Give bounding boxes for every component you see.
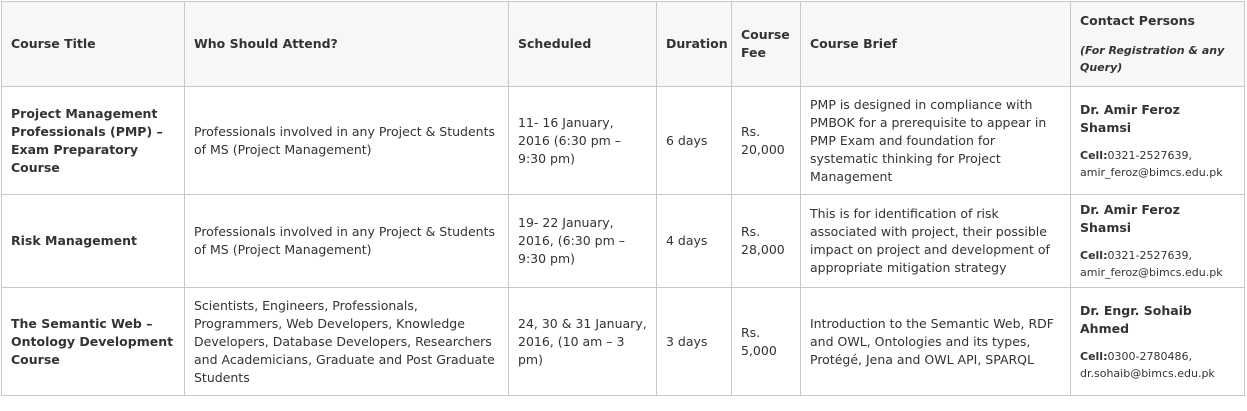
contact-email[interactable]: dr.sohaib@bimcs.edu.pk [1080, 366, 1215, 380]
header-who-should-attend: Who Should Attend? [185, 2, 509, 87]
contact-cell-line [1080, 147, 1235, 164]
contact-name: Dr. Engr. Sohaib Ahmed [1080, 302, 1192, 336]
contact-email[interactable]: amir_feroz@bimcs.edu.pk [1080, 266, 1223, 279]
table-row [2, 288, 1245, 396]
course-title-cell: Project Management Professionals (PMP) – Exam Preparatory Course [2, 87, 185, 195]
contact-cell [1071, 195, 1245, 288]
cell-label: Cell: [1080, 249, 1108, 262]
header-scheduled: Scheduled [509, 2, 657, 87]
courses-table [1, 1, 1245, 396]
brief-cell: This is for identification of risk associated with project, their possible impact on project and development of appropriate mitigation strategy [801, 195, 1071, 288]
header-contact-persons [1071, 2, 1245, 87]
header-duration: Duration [657, 2, 732, 87]
cell-number: 0321-2527639, [1107, 148, 1192, 162]
header-row [2, 2, 1245, 87]
table-row [2, 87, 1245, 195]
cell-label: Cell: [1080, 148, 1108, 162]
audience-cell: Professionals involved in any Project & Students of MS (Project Management) [185, 195, 509, 288]
contact-email[interactable]: amir_feroz@bimcs.edu.pk [1080, 165, 1223, 179]
cell-label: Cell: [1080, 349, 1108, 363]
table-row [2, 195, 1245, 288]
contact-cell-line [1080, 247, 1235, 264]
course-title-cell: Risk Management [2, 195, 185, 288]
contact-persons-title: Contact Persons [1080, 13, 1195, 28]
contact-cell [1071, 288, 1245, 396]
contact-cell-line [1080, 348, 1235, 365]
header-course-brief: Course Brief [801, 2, 1071, 87]
audience-cell: Scientists, Engineers, Professionals, Programmers, Web Developers, Knowledge Developers, Database Developers, Researchers and Academicians, Graduate and Post Graduate Students [185, 288, 509, 396]
duration-cell: 6 days [657, 87, 732, 195]
table-header [2, 2, 1245, 87]
header-course-title: Course Title [2, 2, 185, 87]
contact-cell [1071, 87, 1245, 195]
contact-persons-note: (For Registration & any Query) [1080, 44, 1225, 74]
contact-name: Dr. Amir Feroz Shamsi [1080, 202, 1180, 235]
scheduled-cell: 11- 16 January, 2016 (6:30 pm – 9:30 pm) [509, 87, 657, 195]
contact-name: Dr. Amir Feroz Shamsi [1080, 101, 1180, 135]
course-title-cell: The Semantic Web – Ontology Development Course [2, 288, 185, 396]
table-body [2, 87, 1245, 396]
header-course-fee: Course Fee [732, 2, 801, 87]
fee-cell: Rs. 5,000 [732, 288, 801, 396]
cell-number: 0321-2527639, [1107, 249, 1192, 262]
brief-cell: Introduction to the Semantic Web, RDF and OWL, Ontologies and its types, Protégé, Jena and OWL API, SPARQL [801, 288, 1071, 396]
scheduled-cell: 24, 30 & 31 January, 2016, (10 am – 3 pm) [509, 288, 657, 396]
cell-number: 0300-2780486, [1107, 349, 1192, 363]
brief-cell: PMP is designed in compliance with PMBOK for a prerequisite to appear in PMP Exam and foundation for systematic thinking for Project Management [801, 87, 1071, 195]
duration-cell: 4 days [657, 195, 732, 288]
audience-cell: Professionals involved in any Project & Students of MS (Project Management) [185, 87, 509, 195]
fee-cell: Rs. 28,000 [732, 195, 801, 288]
fee-cell: Rs. 20,000 [732, 87, 801, 195]
duration-cell: 3 days [657, 288, 732, 396]
scheduled-cell: 19- 22 January, 2016, (6:30 pm – 9:30 pm) [509, 195, 657, 288]
